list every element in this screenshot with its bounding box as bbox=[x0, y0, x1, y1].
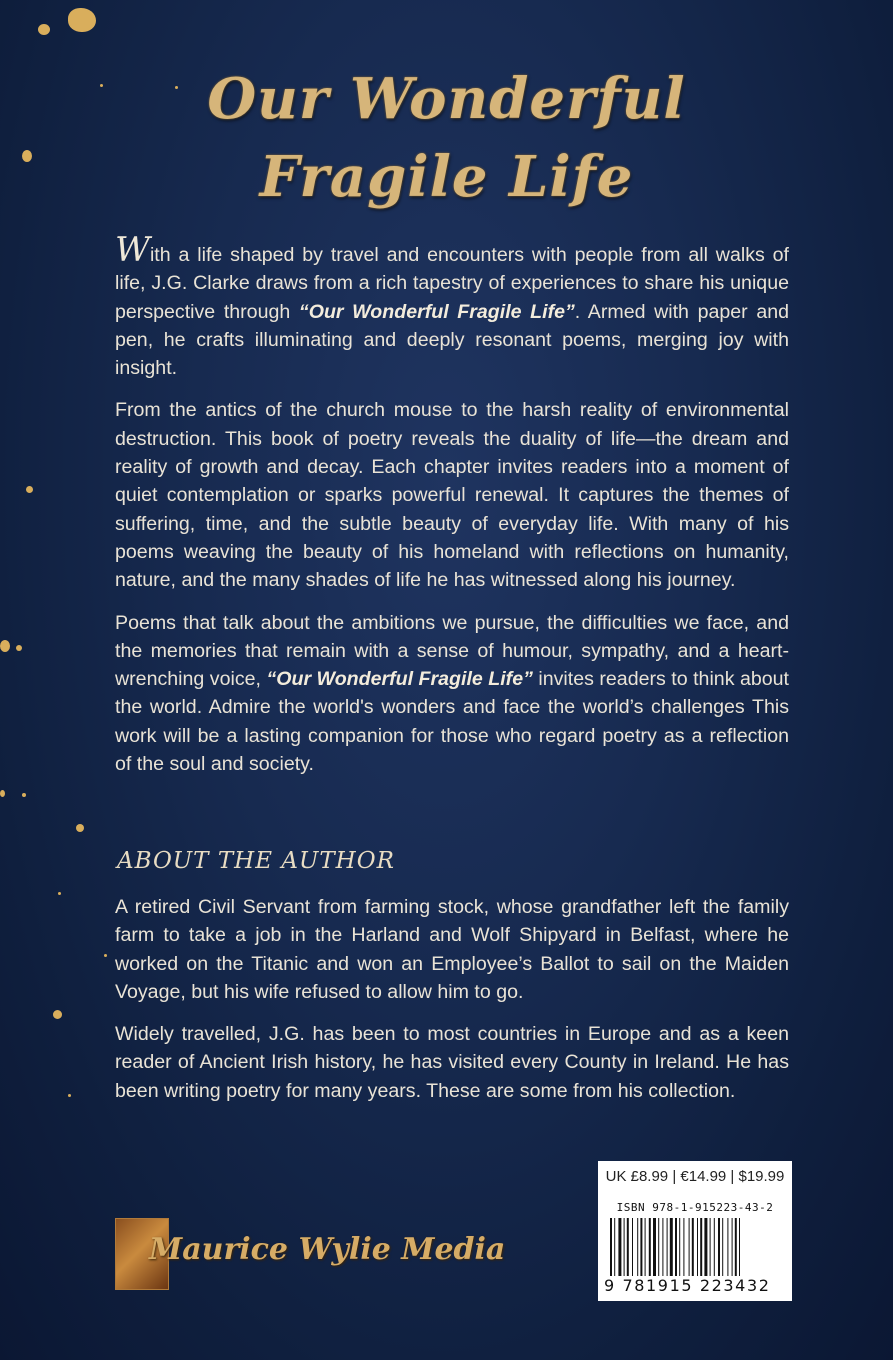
barcode-bar bbox=[692, 1218, 694, 1276]
gold-speck bbox=[68, 8, 96, 32]
gold-speck bbox=[38, 24, 50, 35]
title-emphasis: “Our Wonderful Fragile Life” bbox=[266, 668, 533, 691]
publisher-logo bbox=[115, 1218, 506, 1290]
barcode-bar bbox=[683, 1218, 684, 1276]
publisher-name: Maurice Wylie Media bbox=[149, 1232, 506, 1267]
barcode-bar bbox=[649, 1218, 651, 1276]
barcode-bar bbox=[662, 1218, 663, 1276]
gold-speck bbox=[76, 824, 84, 832]
barcode-bar bbox=[689, 1218, 690, 1276]
barcode-bar bbox=[722, 1218, 723, 1276]
blurb-paragraph-3: Poems that talk about the ambitions we pursue, the difficulties we face, and the memories that remain with a sense of humour, sympathy, and a heart-wrenching voice, “Our Wonderful Fragile Life” invites readers to think about the world. Admire the world's wonders and face the world’s challenges This work will be a lasting companion for those who regard poetry as a reflection of the soul and society. bbox=[115, 611, 789, 776]
barcode-bar bbox=[697, 1218, 698, 1276]
blurb-paragraph-2: From the antics of the church mouse to the harsh reality of environmental destruction. This book of poetry reveals the duality of life—the dream and reality of growth and decay. Each chapter invites readers into a moment of quiet contemplation or sparks powerful renewal. It captures the themes of suffering, time, and the subtle beauty of everyday life. With many of his poems weaving the beauty of his homeland with reflections on humanity, nature, and the many shades of life he has witnessed along his journey. bbox=[115, 399, 789, 592]
barcode-bar bbox=[718, 1218, 720, 1276]
barcode-bar bbox=[667, 1218, 668, 1276]
barcode-bar bbox=[739, 1218, 740, 1276]
barcode-bar bbox=[670, 1218, 673, 1276]
barcode-bar bbox=[727, 1218, 728, 1276]
gold-speck bbox=[68, 1094, 71, 1097]
barcode-bar bbox=[658, 1218, 659, 1276]
barcode-bar bbox=[637, 1218, 638, 1276]
gold-speck bbox=[16, 645, 22, 651]
barcode-bar bbox=[735, 1218, 737, 1276]
title-emphasis: “Our Wonderful Fragile Life” bbox=[298, 300, 575, 323]
blurb bbox=[115, 230, 790, 792]
drop-cap: W bbox=[115, 230, 150, 270]
author-paragraph-2: Widely travelled, J.G. has been to most countries in Europe and as a keen reader of Ancient Irish history, he has visited every County in Ireland. He has been writing poetry for many years. These are some from his collection. bbox=[115, 1023, 789, 1102]
barcode-panel bbox=[598, 1161, 792, 1301]
gold-speck bbox=[0, 640, 10, 652]
barcode-bar bbox=[645, 1218, 646, 1276]
about-author-heading: ABOUT THE AUTHOR bbox=[117, 848, 395, 874]
gold-speck bbox=[26, 486, 33, 493]
gold-speck bbox=[22, 793, 26, 797]
barcode-bar bbox=[732, 1218, 733, 1276]
barcode-bar bbox=[704, 1218, 707, 1276]
author-bio bbox=[115, 893, 789, 1119]
title-line-2: Fragile Life bbox=[259, 144, 634, 210]
gold-speck bbox=[58, 892, 61, 895]
barcode-icon bbox=[608, 1218, 782, 1276]
barcode-bar bbox=[710, 1218, 711, 1276]
book-title bbox=[0, 60, 893, 216]
author-paragraph-1: A retired Civil Servant from farming stock, whose grandfather left the family farm to take a job in the Harland and Wolf Shipyard in Belfast, where he worked on the Titanic and won an Employee’s Ballot to sail on the Maiden Voyage, but his wife refused to allow him to go. bbox=[115, 896, 789, 1003]
price-label: UK £8.99 | €14.99 | $19.99 bbox=[605, 1168, 785, 1185]
barcode-bar bbox=[675, 1218, 677, 1276]
barcode-bar bbox=[679, 1218, 680, 1276]
isbn-label: ISBN 978-1-915223-43-2 bbox=[616, 1201, 774, 1214]
barcode-bar bbox=[614, 1218, 615, 1276]
barcode-digits: 9 781915 223432 bbox=[604, 1276, 771, 1295]
gold-speck bbox=[104, 954, 107, 957]
blurb-paragraph-1: With a life shaped by travel and encounters with people from all walks of life, J.G. Clarke draws from a rich tapestry of experiences to share his unique perspective through “Our Wonderful Fragile Life”. Armed with paper and pen, he crafts illuminating and deeply resonant poems, merging joy with insight. bbox=[115, 230, 790, 380]
barcode-bar bbox=[627, 1218, 629, 1276]
barcode-bar bbox=[624, 1218, 625, 1276]
barcode-bar bbox=[632, 1218, 633, 1276]
gold-speck bbox=[53, 1010, 62, 1019]
barcode-bar bbox=[700, 1218, 702, 1276]
title-line-1: Our Wonderful bbox=[207, 66, 686, 132]
barcode-bar bbox=[618, 1218, 621, 1276]
barcode-bar bbox=[653, 1218, 656, 1276]
barcode-bar bbox=[610, 1218, 612, 1276]
gold-speck bbox=[0, 790, 5, 797]
barcode-bar bbox=[714, 1218, 715, 1276]
barcode-bar bbox=[640, 1218, 642, 1276]
